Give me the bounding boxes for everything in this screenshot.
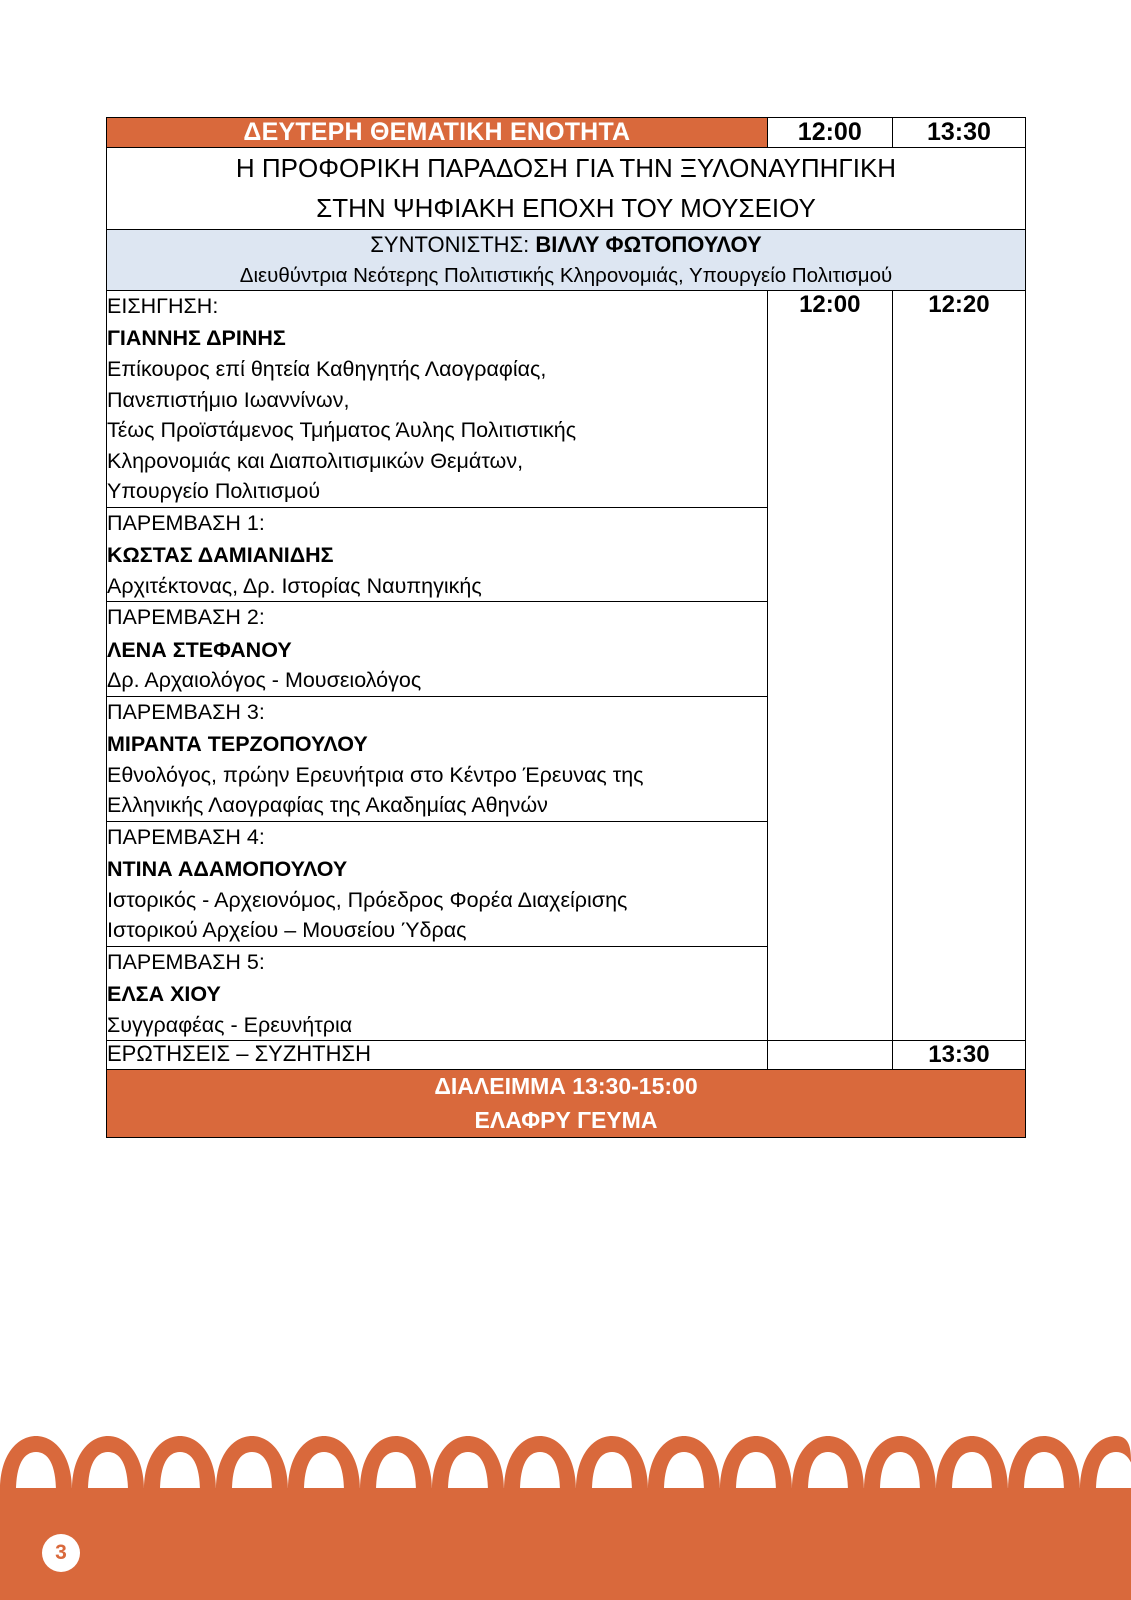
entry-cell (107, 602, 768, 697)
entry-label: ΠΑΡΕΜΒΑΣΗ 3: (107, 699, 265, 724)
moderator-name: ΒΙΛΛΥ ΦΩΤΟΠΟΥΛΟΥ (535, 231, 762, 257)
session-start-time: 12:00 (767, 118, 892, 148)
entry-label: ΕΙΣΗΓΗΣΗ: (107, 293, 219, 318)
entry-start-time: 12:00 (767, 290, 892, 1040)
entry-role-line: Επίκουρος επί θητεία Καθηγητής Λαογραφίας, (107, 356, 547, 381)
entry-role-line: Δρ. Αρχαιολόγος - Μουσειολόγος (107, 668, 422, 693)
discussion-time: 13:30 (892, 1041, 1025, 1070)
entry-label: ΠΑΡΕΜΒΑΣΗ 4: (107, 824, 265, 849)
entry-role-line: Πανεπιστήμιο Ιωαννίνων, (107, 387, 350, 412)
entry-name: ΚΩΣΤΑΣ ΔΑΜΙΑΝΙΔΗΣ (107, 543, 334, 568)
agenda-table (106, 117, 1026, 1138)
entry-role-line: Αρχιτέκτονας, Δρ. Ιστορίας Ναυπηγικής (107, 573, 482, 598)
break-cell (107, 1070, 1026, 1138)
session-title (107, 148, 1026, 230)
wave-footer-decoration (0, 1430, 1131, 1600)
moderator-role: Διευθύντρια Νεότερης Πολιτιστικής Κληρονομιάς, Υπουργείο Πολιτισμού (239, 264, 893, 288)
entry-name: ΓΙΑΝΝΗΣ ΔΡΙΝΗΣ (107, 326, 286, 351)
entry-cell (107, 507, 768, 602)
session-header-label: ΔΕΥΤΕΡΗ ΘΕΜΑΤΙΚΗ ΕΝΟΤΗΤΑ (107, 118, 768, 148)
discussion-label: ΕΡΩΤΗΣΕΙΣ – ΣΥΖΗΤΗΣΗ (107, 1041, 768, 1070)
session-title-line1: Η ΠΡΟΦΟΡΙΚΗ ΠΑΡΑΔΟΣΗ ΓΙΑ ΤΗΝ ΞΥΛΟΝΑΥΠΗΓΙΚΗ (235, 153, 897, 183)
session-end-time: 13:30 (892, 118, 1025, 148)
session-title-line2: ΣΤΗΝ ΨΗΦΙΑΚΗ ΕΠΟΧΗ ΤΟΥ ΜΟΥΣΕΙΟΥ (316, 193, 816, 224)
entry-name: ΛΕΝΑ ΣΤΕΦΑΝΟΥ (107, 637, 292, 662)
entry-role-line: Ιστορικός - Αρχειονόμος, Πρόεδρος Φορέα Διαχείρισης (107, 887, 628, 912)
entry-label: ΠΑΡΕΜΒΑΣΗ 2: (107, 605, 265, 630)
entry-role-line: Εθνολόγος, πρώην Ερευνήτρια στο Κέντρο Έρευνας της (107, 762, 644, 787)
entry-role-line: Κληρονομιάς και Διαπολιτισμικών Θεμάτων, (107, 448, 524, 473)
entry-name: ΜΙΡΑΝΤΑ ΤΕΡΖΟΠΟΥΛΟΥ (107, 732, 368, 757)
moderator-label: ΣΥΝΤΟΝΙΣΤΗΣ: (370, 231, 536, 257)
entry-role-line: Συγγραφέας - Ερευνήτρια (107, 1012, 353, 1037)
entry-role-line: Τέως Προϊστάμενος Τμήματος Άυλης Πολιτιστικής (107, 418, 577, 443)
entry-role-line: Υπουργείο Πολιτισμού (107, 479, 321, 504)
page-number: 3 (42, 1534, 80, 1572)
entry-cell (107, 290, 768, 507)
moderator-row (107, 229, 1026, 290)
break-line1: ΔΙΑΛΕΙΜΜΑ 13:30-15:00 (434, 1073, 698, 1100)
entry-name: ΕΛΣΑ ΧΙΟΥ (107, 982, 221, 1007)
entry-role-line: Ιστορικού Αρχείου – Μουσείου Ύδρας (107, 918, 467, 943)
break-line2: ΕΛΑΦΡΥ ΓΕΥΜΑ (474, 1106, 658, 1133)
discussion-row (107, 1041, 1026, 1070)
session-header-row (107, 118, 1026, 148)
moderator-cell (107, 229, 1026, 290)
entry-cell (107, 946, 768, 1041)
break-row (107, 1070, 1026, 1138)
entry-end-time: 12:20 (892, 290, 1025, 1040)
entry-role-line: Ελληνικής Λαογραφίας της Ακαδημίας Αθηνών (107, 793, 548, 818)
session-title-row (107, 148, 1026, 230)
discussion-empty-time (767, 1041, 892, 1070)
entry-label: ΠΑΡΕΜΒΑΣΗ 5: (107, 949, 265, 974)
entry-cell (107, 821, 768, 946)
entry-name: ΝΤΙΝΑ ΑΔΑΜΟΠΟΥΛΟΥ (107, 857, 348, 882)
entry-label: ΠΑΡΕΜΒΑΣΗ 1: (107, 510, 265, 535)
table-row (107, 290, 1026, 507)
entry-cell (107, 696, 768, 821)
